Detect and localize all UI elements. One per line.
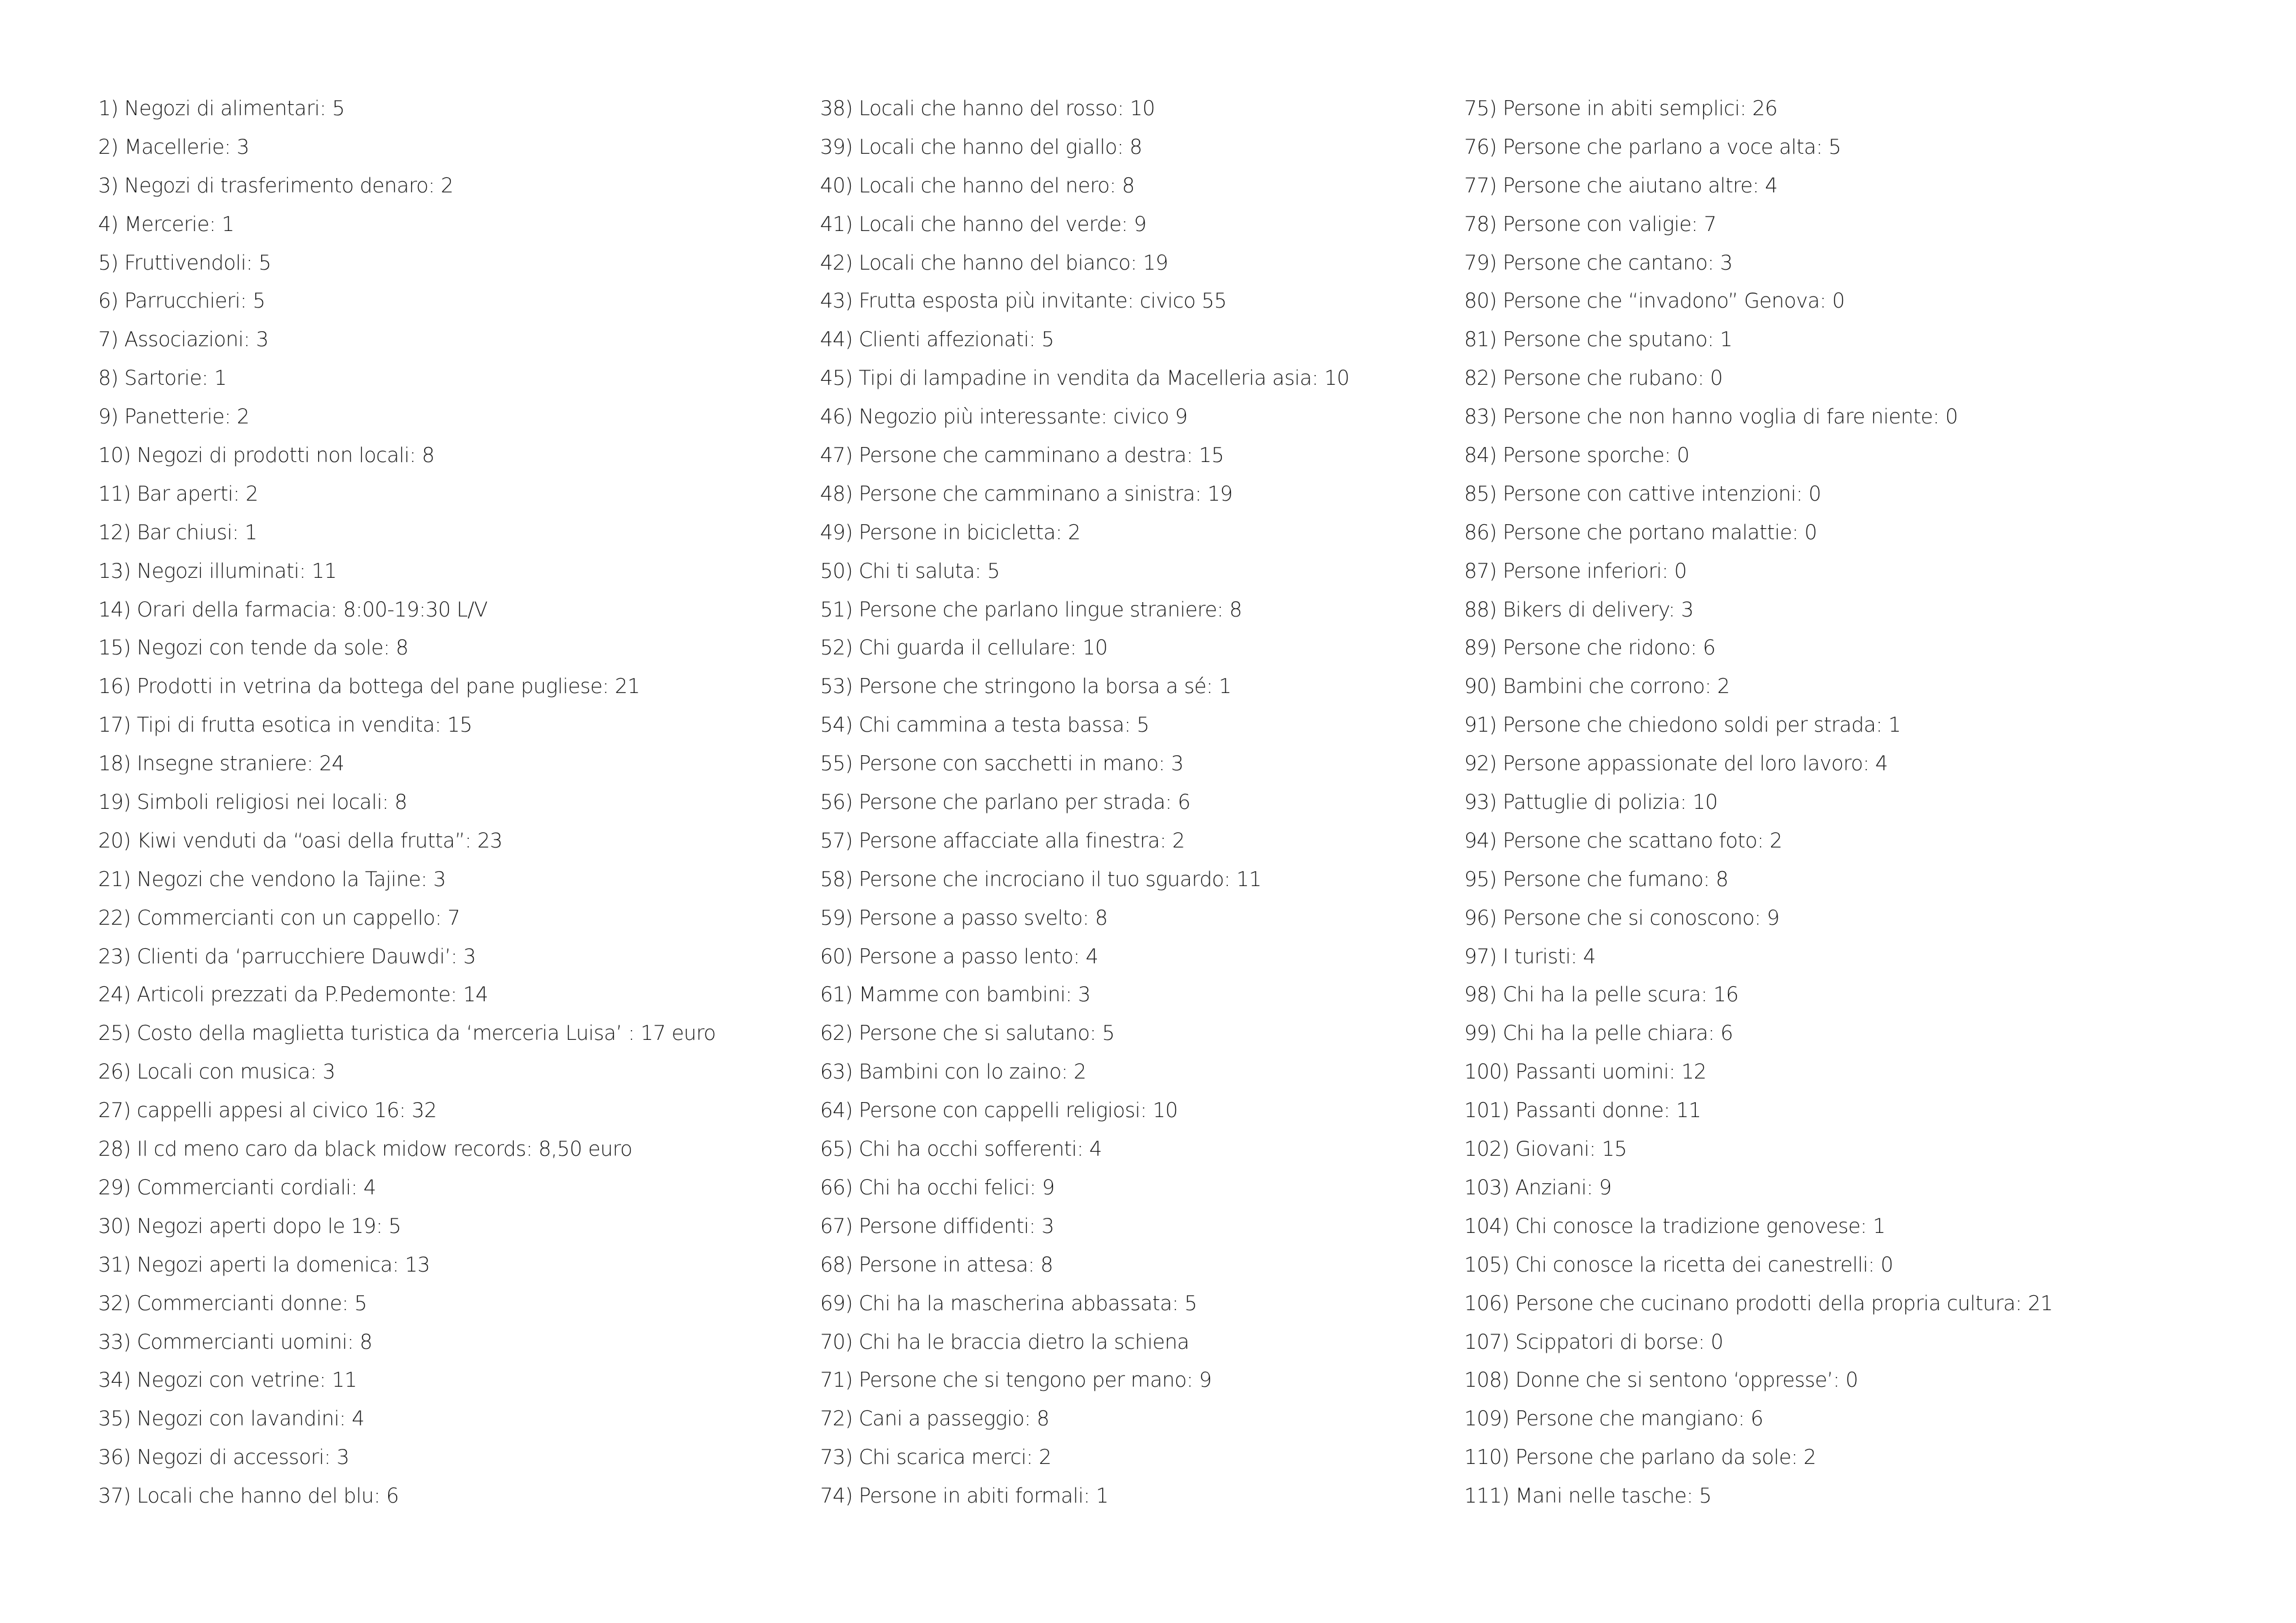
observation-item: 94) Persone che scattano foto: 2 [1464,829,1782,853]
observation-item: 69) Chi ha la mascherina abbassata: 5 [820,1291,1197,1315]
observation-item: 48) Persone che camminano a sinistra: 19 [820,482,1232,506]
observation-item: 38) Locali che hanno del rosso: 10 [820,97,1155,120]
observation-item: 9) Panetterie: 2 [98,405,249,429]
observation-item: 44) Clienti affezionati: 5 [820,328,1054,352]
observation-item: 55) Persone con sacchetti in mano: 3 [820,752,1184,776]
observation-item: 101) Passanti donne: 11 [1464,1099,1701,1123]
observation-item: 15) Negozi con tende da sole: 8 [98,636,408,660]
observation-item: 107) Scippatori di borse: 0 [1464,1330,1723,1354]
observation-item: 10) Negozi di prodotti non locali: 8 [98,444,435,468]
observation-item: 7) Associazioni: 3 [98,328,269,352]
observation-item: 23) Clienti da ‘parrucchiere Dauwdi’: 3 [98,944,476,969]
observation-item: 25) Costo della maglietta turistica da ‘merceria Luisa’ : 17 euro [98,1022,716,1046]
observation-item: 86) Persone che portano malattie: 0 [1464,520,1817,544]
observation-item: 37) Locali che hanno del blu: 6 [98,1484,399,1508]
observation-item: 53) Persone che stringono la borsa a sé: 1 [820,675,1232,699]
observation-item: 85) Persone con cattive intenzioni: 0 [1464,482,1821,506]
observation-item: 84) Persone sporche: 0 [1464,444,1689,468]
observation-item: 33) Commercianti uomini: 8 [98,1330,372,1354]
observation-item: 81) Persone che sputano: 1 [1464,328,1732,352]
observation-item: 76) Persone che parlano a voce alta: 5 [1464,135,1841,159]
observation-item: 71) Persone che si tengono per mano: 9 [820,1368,1212,1393]
observation-item: 65) Chi ha occhi sofferenti: 4 [820,1137,1102,1162]
observation-item: 28) Il cd meno caro da black midow records: 8,50 euro [98,1137,632,1162]
observation-item: 67) Persone diffidenti: 3 [820,1214,1054,1238]
observation-item: 11) Bar aperti: 2 [98,482,259,506]
observation-item: 89) Persone che ridono: 6 [1464,636,1715,660]
observation-item: 18) Insegne straniere: 24 [98,752,344,776]
observation-item: 17) Tipi di frutta esotica in vendita: 15 [98,713,473,738]
observation-item: 74) Persone in abiti formali: 1 [820,1484,1109,1508]
observation-item: 60) Persone a passo lento: 4 [820,944,1098,969]
observation-item: 51) Persone che parlano lingue straniere: 8 [820,597,1242,622]
observation-item: 100) Passanti uomini: 12 [1464,1060,1707,1084]
observation-item: 3) Negozi di trasferimento denaro: 2 [98,173,454,198]
observation-item: 31) Negozi aperti la domenica: 13 [98,1253,430,1277]
observation-item: 87) Persone inferiori: 0 [1464,559,1687,583]
observation-item: 91) Persone che chiedono soldi per strada: 1 [1464,713,1901,738]
observation-item: 1) Negozi di alimentari: 5 [98,97,345,120]
observation-item: 4) Mercerie: 1 [98,212,234,236]
observation-item: 27) cappelli appesi al civico 16: 32 [98,1099,437,1123]
observation-item: 46) Negozio più interessante: civico 9 [820,405,1188,429]
observation-item: 5) Fruttivendoli: 5 [98,251,272,275]
observation-item: 52) Chi guarda il cellulare: 10 [820,636,1108,660]
observation-item: 32) Commercianti donne: 5 [98,1291,367,1315]
observation-item: 62) Persone che si salutano: 5 [820,1022,1115,1046]
observation-item: 40) Locali che hanno del nero: 8 [820,173,1135,198]
observation-item: 104) Chi conosce la tradizione genovese: 1 [1464,1214,1886,1238]
observation-item: 83) Persone che non hanno voglia di fare niente: 0 [1464,405,1958,429]
observation-item: 20) Kiwi venduti da “oasi della frutta”: 23 [98,829,503,853]
observation-item: 29) Commercianti cordiali: 4 [98,1175,376,1200]
observation-item: 97) I turisti: 4 [1464,944,1596,969]
observation-item: 79) Persone che cantano: 3 [1464,251,1732,275]
observation-item: 99) Chi ha la pelle chiara: 6 [1464,1022,1733,1046]
observation-item: 24) Articoli prezzati da P.Pedemonte: 14 [98,983,488,1007]
observation-item: 92) Persone appassionate del loro lavoro: 4 [1464,752,1888,776]
observation-item: 111) Mani nelle tasche: 5 [1464,1484,1712,1508]
observation-item: 42) Locali che hanno del bianco: 19 [820,251,1168,275]
observation-item: 35) Negozi con lavandini: 4 [98,1407,365,1431]
observation-item: 108) Donne che si sentono ‘oppresse’: 0 [1464,1368,1858,1393]
observation-item: 82) Persone che rubano: 0 [1464,366,1723,391]
observation-item: 54) Chi cammina a testa bassa: 5 [820,713,1149,738]
observation-item: 45) Tipi di lampadine in vendita da Macelleria asia: 10 [820,366,1350,391]
observation-item: 50) Chi ti saluta: 5 [820,559,1000,583]
observation-item: 72) Cani a passeggio: 8 [820,1407,1050,1431]
observation-item: 73) Chi scarica merci: 2 [820,1446,1052,1470]
observation-item: 110) Persone che parlano da sole: 2 [1464,1446,1816,1470]
observation-item: 6) Parrucchieri: 5 [98,289,266,313]
observation-item: 16) Prodotti in vetrina da bottega del pane pugliese: 21 [98,675,640,699]
observation-item: 41) Locali che hanno del verde: 9 [820,212,1147,236]
observation-item: 93) Pattuglie di polizia: 10 [1464,791,1718,815]
observation-item: 13) Negozi illuminati: 11 [98,559,337,583]
observation-item: 36) Negozi di accessori: 3 [98,1446,350,1470]
observation-item: 98) Chi ha la pelle scura: 16 [1464,983,1738,1007]
observation-item: 96) Persone che si conoscono: 9 [1464,906,1780,930]
observation-item: 39) Locali che hanno del giallo: 8 [820,135,1142,159]
observation-item: 88) Bikers di delivery: 3 [1464,597,1694,622]
observations-column-3 [1464,93,2263,1519]
observation-item: 30) Negozi aperti dopo le 19: 5 [98,1214,401,1238]
observation-item: 105) Chi conosce la ricetta dei canestrelli: 0 [1464,1253,1893,1277]
observation-item: 56) Persone che parlano per strada: 6 [820,791,1191,815]
observation-item: 22) Commercianti con un cappello: 7 [98,906,460,930]
observation-item: 58) Persone che incrociano il tuo sguardo: 11 [820,867,1262,891]
observation-item: 21) Negozi che vendono la Tajine: 3 [98,867,446,891]
observation-item: 70) Chi ha le braccia dietro la schiena [820,1330,1189,1354]
observation-item: 34) Negozi con vetrine: 11 [98,1368,357,1393]
observation-item: 64) Persone con cappelli religiosi: 10 [820,1099,1178,1123]
observation-item: 2) Macellerie: 3 [98,135,249,159]
observation-item: 95) Persone che fumano: 8 [1464,867,1729,891]
observations-column-1 [98,93,805,1519]
observation-item: 14) Orari della farmacia: 8:00-19:30 L/V [98,597,488,622]
observation-item: 63) Bambini con lo zaino: 2 [820,1060,1086,1084]
observation-item: 78) Persone con valigie: 7 [1464,212,1717,236]
observation-item: 75) Persone in abiti semplici: 26 [1464,97,1778,120]
observation-item: 61) Mamme con bambini: 3 [820,983,1091,1007]
observation-item: 43) Frutta esposta più invitante: civico 55 [820,289,1227,313]
observation-item: 103) Anziani: 9 [1464,1175,1612,1200]
observation-item: 8) Sartorie: 1 [98,366,227,391]
observation-item: 66) Chi ha occhi felici: 9 [820,1175,1055,1200]
observation-item: 49) Persone in bicicletta: 2 [820,520,1081,544]
observation-item: 77) Persone che aiutano altre: 4 [1464,173,1778,198]
observation-item: 47) Persone che camminano a destra: 15 [820,444,1224,468]
observation-item: 106) Persone che cucinano prodotti della propria cultura: 21 [1464,1291,2053,1315]
observation-item: 102) Giovani: 15 [1464,1137,1627,1162]
observations-column-2 [820,93,1448,1519]
observation-item: 26) Locali con musica: 3 [98,1060,335,1084]
observation-item: 109) Persone che mangiano: 6 [1464,1407,1763,1431]
observation-item: 68) Persone in attesa: 8 [820,1253,1053,1277]
observation-item: 59) Persone a passo svelto: 8 [820,906,1108,930]
observation-item: 80) Persone che “invadono” Genova: 0 [1464,289,1845,313]
observation-item: 90) Bambini che corrono: 2 [1464,675,1730,699]
observation-item: 57) Persone affacciate alla finestra: 2 [820,829,1185,853]
observation-item: 19) Simboli religiosi nei locali: 8 [98,791,407,815]
observation-item: 12) Bar chiusi: 1 [98,520,257,544]
